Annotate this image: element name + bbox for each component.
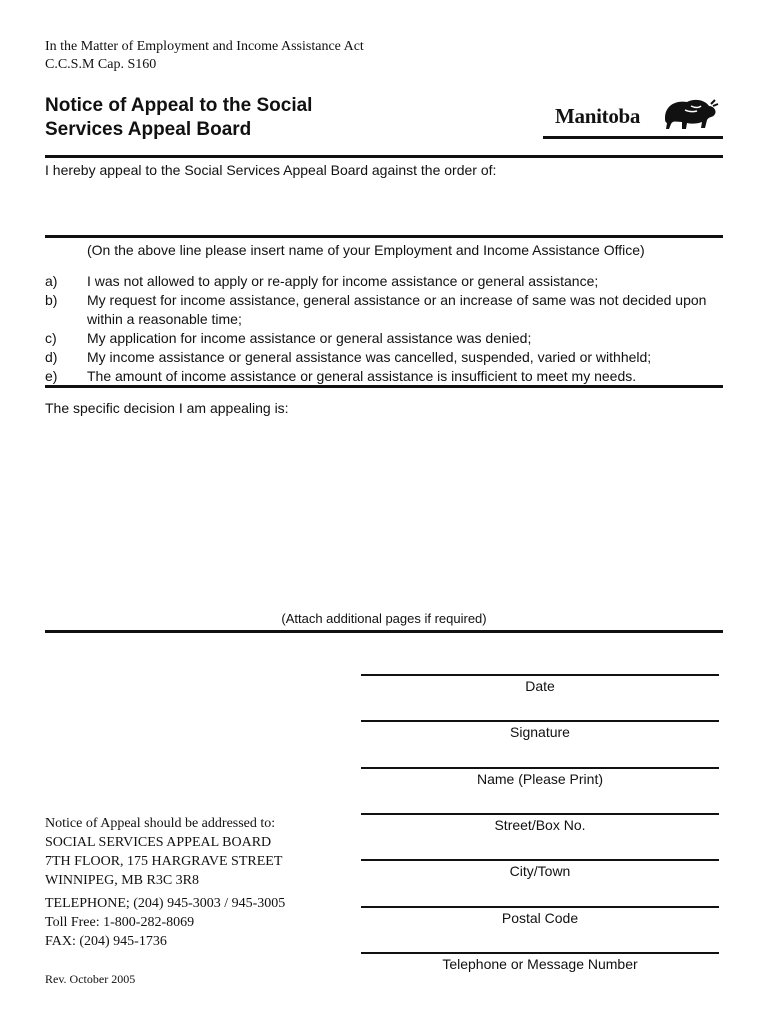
list-item-letter: c) [45, 330, 57, 346]
list-item [45, 291, 735, 329]
act-title: In the Matter of Employment and Income Assistance Act [45, 39, 364, 54]
page-title [45, 94, 312, 142]
revision-date: Rev. October 2005 [45, 972, 136, 986]
city-label: City/Town [509, 863, 571, 879]
title-line-1: Notice of Appeal to the Social [45, 95, 313, 116]
address-line-1: SOCIAL SERVICES APPEAL BOARD [45, 835, 272, 850]
name-field[interactable] [361, 767, 719, 769]
list-item [45, 329, 735, 348]
postal-code-field[interactable] [361, 906, 719, 908]
list-item [45, 348, 735, 367]
address-heading: Notice of Appeal should be addressed to: [45, 816, 276, 831]
telephone-info: TELEPHONE; (204) 945-3003 / 945-3005 [45, 896, 286, 911]
list-item-letter: b) [45, 292, 58, 308]
bison-icon [661, 96, 721, 132]
postal-code-label: Postal Code [501, 910, 579, 926]
signature-label: Signature [510, 724, 570, 740]
act-citation: C.C.S.M Cap. S160 [45, 57, 157, 72]
phone-label: Telephone or Message Number [442, 956, 638, 972]
office-name-line[interactable] [45, 235, 723, 238]
street-label: Street/Box No. [494, 817, 586, 833]
date-label: Date [525, 678, 555, 694]
list-item-text: The amount of income assistance or general assistance is insufficient to meet my needs. [87, 368, 637, 384]
list-item-text: I was not allowed to apply or re-apply for income assistance or general assistance; [87, 273, 599, 289]
address-line-3: WINNIPEG, MB R3C 3R8 [45, 873, 200, 888]
decision-rule [45, 630, 723, 633]
fax-info: FAX: (204) 945-1736 [45, 934, 167, 949]
street-field[interactable] [361, 813, 719, 815]
logo-wordmark: Manitoba [555, 104, 641, 128]
logo-underline [543, 136, 723, 139]
header-rule [45, 155, 723, 158]
office-hint: (On the above line please insert name of your Employment and Income Assistance Office) [87, 242, 645, 258]
reasons-rule [45, 385, 723, 388]
decision-text-area[interactable] [45, 422, 723, 607]
list-item [45, 367, 735, 386]
phone-field[interactable] [361, 952, 719, 954]
reasons-list [45, 272, 735, 386]
date-field[interactable] [361, 674, 719, 676]
manitoba-logo [543, 94, 723, 144]
attach-note: (Attach additional pages if required) [281, 611, 487, 626]
list-item-text: My application for income assistance or general assistance was denied; [87, 330, 532, 346]
list-item-letter: e) [45, 368, 58, 384]
decision-label: The specific decision I am appealing is: [45, 400, 289, 416]
list-item-letter: d) [45, 349, 58, 365]
list-item [45, 272, 735, 291]
intro-text: I hereby appeal to the Social Services Appeal Board against the order of: [45, 162, 497, 178]
title-line-2: Services Appeal Board [45, 119, 252, 140]
city-field[interactable] [361, 859, 719, 861]
address-line-2: 7TH FLOOR, 175 HARGRAVE STREET [45, 854, 283, 869]
list-item-text: My request for income assistance, general assistance or an increase of same was not decided upon within a reasonable time; [87, 292, 707, 327]
list-item-text: My income assistance or general assistance was cancelled, suspended, varied or withheld; [87, 349, 652, 365]
signature-field[interactable] [361, 720, 719, 722]
name-label: Name (Please Print) [476, 771, 604, 787]
toll-free-info: Toll Free: 1-800-282-8069 [45, 915, 195, 930]
list-item-letter: a) [45, 273, 58, 289]
